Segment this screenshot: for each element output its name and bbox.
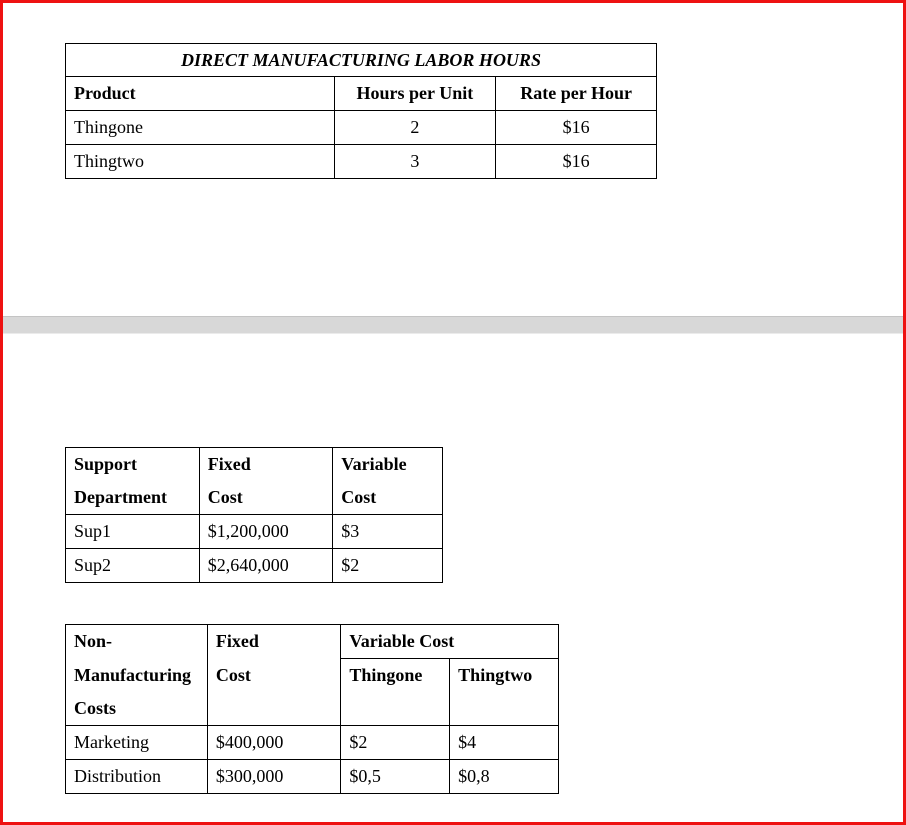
column-header: Cost xyxy=(333,481,443,515)
table-row xyxy=(66,145,657,179)
table-row xyxy=(66,759,559,793)
column-header: Rate per Hour xyxy=(496,77,657,111)
labor-hours-table xyxy=(65,43,657,179)
table-cell: Sup1 xyxy=(66,515,200,549)
table-cell: $0,5 xyxy=(341,759,450,793)
table-row xyxy=(66,725,559,759)
column-header: Variable xyxy=(333,448,443,482)
table-cell: $0,8 xyxy=(450,759,559,793)
table-cell: 3 xyxy=(334,145,496,179)
column-header: Thingone xyxy=(341,659,450,726)
table-cell: $16 xyxy=(496,145,657,179)
column-header: Fixed xyxy=(199,448,333,482)
table-cell: 2 xyxy=(334,111,496,145)
page-separator xyxy=(0,316,906,334)
column-header: Product xyxy=(66,77,335,111)
table-cell: Thingone xyxy=(66,111,335,145)
column-header: Variable Cost xyxy=(341,625,559,659)
table-cell: $2,640,000 xyxy=(199,549,333,583)
column-header: Department xyxy=(66,481,200,515)
table-cell: $400,000 xyxy=(207,725,340,759)
table-cell: Distribution xyxy=(66,759,208,793)
column-header: Cost xyxy=(199,481,333,515)
table-cell: $300,000 xyxy=(207,759,340,793)
table-row xyxy=(66,111,657,145)
column-header: Support xyxy=(66,448,200,482)
column-header: Non- xyxy=(66,625,208,659)
table-cell: $3 xyxy=(333,515,443,549)
table-cell: $4 xyxy=(450,725,559,759)
table-row xyxy=(66,515,443,549)
table-cell: Sup2 xyxy=(66,549,200,583)
table-title: DIRECT MANUFACTURING LABOR HOURS xyxy=(66,44,657,77)
support-department-table xyxy=(65,447,443,583)
table-cell: Marketing xyxy=(66,725,208,759)
column-header: Cost xyxy=(207,659,340,692)
column-header: Hours per Unit xyxy=(334,77,496,111)
table-cell: $2 xyxy=(341,725,450,759)
empty-cell xyxy=(207,692,340,726)
column-header: Thingtwo xyxy=(450,659,559,726)
table-cell: $2 xyxy=(333,549,443,583)
table-row xyxy=(66,549,443,583)
column-header: Costs xyxy=(66,692,208,726)
table-cell: $1,200,000 xyxy=(199,515,333,549)
column-header: Fixed xyxy=(207,625,340,659)
non-manufacturing-costs-table xyxy=(65,624,559,794)
table-cell: Thingtwo xyxy=(66,145,335,179)
column-header: Manufacturing xyxy=(66,659,208,692)
table-cell: $16 xyxy=(496,111,657,145)
